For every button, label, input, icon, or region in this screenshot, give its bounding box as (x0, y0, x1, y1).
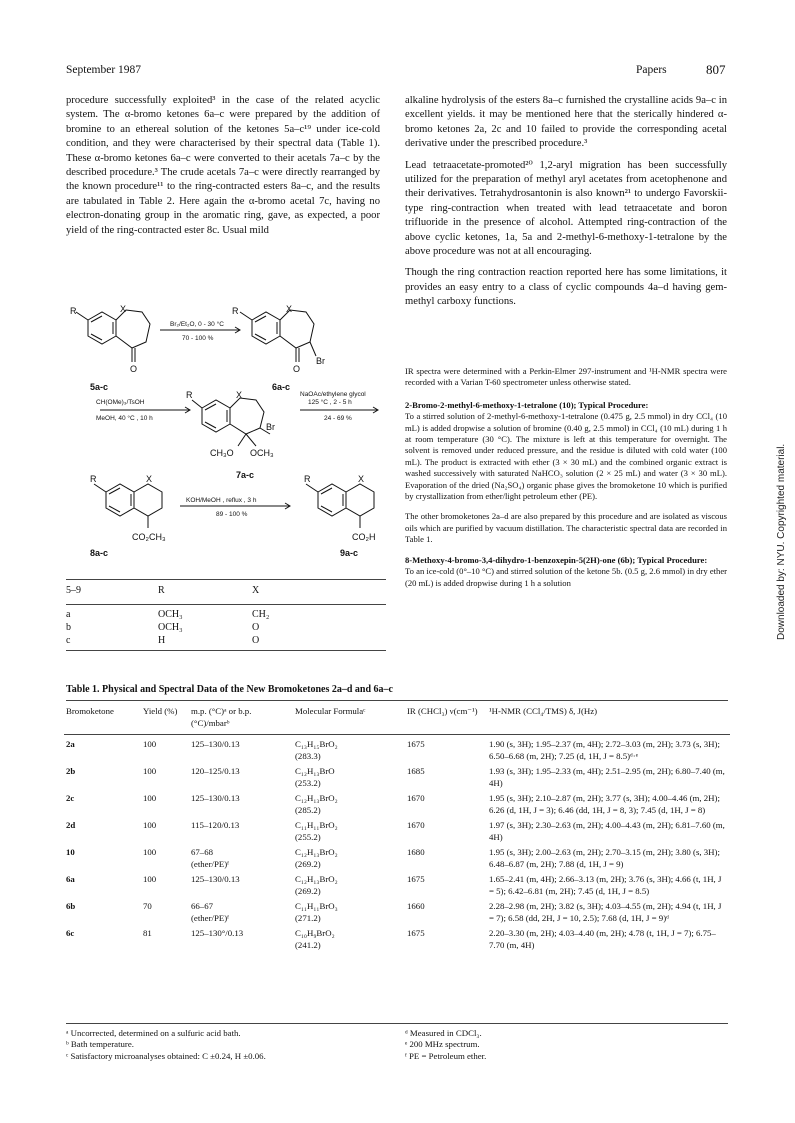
table-cell (189, 739, 293, 766)
table-cell (141, 820, 189, 847)
table-cell (64, 901, 141, 928)
running-date: September 1987 (66, 64, 142, 76)
benzene-ring (88, 312, 116, 344)
cell-text: 6b (66, 901, 76, 911)
compound-label-8: 8a-c (90, 548, 109, 558)
table-rule (66, 1023, 728, 1024)
cell-text: (253.2) (295, 777, 321, 788)
table-cell (405, 739, 487, 766)
footnote: ᶜ Satisfactory microanalyses obtained: C ±0.24, H ±0.06. (66, 1050, 266, 1061)
table-row (64, 793, 730, 820)
cell-text: (283.3) (295, 750, 321, 761)
procedure-text: To an ice-cold (0°–10 °C) and stirred solution of the ketone 5b. (0.5 g, 2.6 mmol) in dry ether (20 mL) is added dropwise during 1 h a solution (405, 566, 727, 588)
procedure-text: To a stirred solution of 2-methyl-6-methoxy-1-tetralone (0.475 g, 2.5 mmol) in dry CCl₄ (10 mL) is added dropwise a solution of bromine (0.40 g, 2.5 mmol) in CCl₄ (10 mL) during 1 h at room temperature (30 °C). The mixture is left at this temperature for overnight. The solvent is removed under reduced pressure, and the residue is diluted with cold water (100 mL). The product is extracted with ether (3 × 30 mL) and the combined organic extract is washed successively with saturated NaHCO₃ solution (2 × 25 mL) and water (3 × 30 mL). Evaporation of the dried (Na₂SO₄) organic phase gives the bromoketone 10 which is purified by crystallization from ether/light petroleum ether (PE). (405, 411, 727, 502)
table-row (66, 621, 386, 634)
table-cell (141, 847, 189, 874)
table-cell: OCH₃ (158, 622, 183, 633)
cell-text: 100 (143, 847, 157, 857)
table-rule (66, 579, 386, 580)
paragraph: alkaline hydrolysis of the esters 8a–c furnished the crystalline acids 9a–c in excellent yields. it may be mentioned here that the sterically hindered α-bromo ketones 2a, 2c and 10 failed to provide the corresponding acetal derivative under the prescribed procedure.³ (405, 95, 727, 150)
procedure-heading: 2-Bromo-2-methyl-6-methoxy-1-tetralone (10); Typical Procedure: (405, 399, 649, 410)
cell-text: 70 (143, 901, 152, 911)
table-row (64, 766, 730, 793)
cell-text: 67–68 (191, 847, 213, 857)
table-cell: O (252, 635, 260, 646)
table-cell (64, 793, 141, 820)
reaction-scheme (60, 300, 395, 570)
table-row (64, 901, 730, 928)
cell-text: 100 (143, 820, 157, 830)
cell-text: 125–130/0.13 (191, 793, 240, 803)
cell-text: 1685 (407, 766, 425, 776)
seven-ring (116, 310, 150, 348)
table-cell (141, 793, 189, 820)
column-header: Yield (%) (143, 706, 178, 716)
cell-text: 100 (143, 793, 157, 803)
cell-text: 6a (66, 874, 75, 884)
table-rule (66, 650, 386, 651)
table-cell (405, 874, 487, 901)
experimental-intro: IR spectra were determined with a Perkin-Elmer 297-instrument and ¹H-NMR spectra were recorded with a Varian T-60 spectrometer unless otherwise stated. (405, 366, 727, 388)
table-cell (293, 928, 405, 955)
table-cell (293, 901, 405, 928)
table-cell (293, 739, 405, 766)
table-cell (293, 766, 405, 793)
condition-label: MeOH, 40 °C , 10 h (96, 415, 153, 422)
methoxy-label: OCH₃ (250, 448, 274, 458)
paragraph: Though the ring contraction reaction reported here has some limitations, it provides an easy entry to a class of cyclic compounds 4a–d having gem-methyl carboxy functions. (405, 267, 727, 308)
ester-label: CO₂CH₃ (132, 532, 166, 542)
procedure-text: The other bromoketones 2a–d are also prepared by this procedure and are isolated as viscous oils which are purified by vacuum distillation. The characteristic spectral data are recorded in Table 1. (405, 511, 727, 545)
cell-text: 1670 (407, 820, 425, 830)
cell-text: 10 (66, 847, 75, 857)
cell-text: 1.90 (s, 3H); 1.95–2.37 (m, 4H); 2.72–3.03 (m, 2H); 3.73 (s, 3H); 6.50–6.68 (m, 2H); 7.25 (d, 1H, J = 8.5)ᵈ·ᵉ (489, 739, 720, 761)
column-header: ¹H-NMR (CCl₄/TMS) δ, J(Hz) (489, 706, 598, 716)
table-caption: Table 1. Physical and Spectral Data of the New Bromoketones 2a–d and 6a–c (66, 684, 393, 695)
methoxy-label: CH₃O (210, 448, 234, 458)
table-cell (141, 766, 189, 793)
table-cell (293, 820, 405, 847)
cell-text: 1.65–2.41 (m, 4H); 2.66–3.13 (m, 2H); 3.76 (s, 3H); 4.66 (t, 1H, J = 5); 6.42–6.81 (m, 2H); 7.45 (d, 1H, J = 8.5) (489, 874, 722, 896)
compound-label-7: 7a-c (236, 470, 255, 480)
table-cell: OCH₃ (158, 609, 183, 620)
br-label: Br (316, 356, 325, 366)
table-cell (141, 928, 189, 955)
cell-text: C₁₁H₁₁BrO₃ (295, 901, 338, 911)
cell-text: 125–130°/0.13 (191, 928, 244, 938)
table-cell (189, 901, 293, 928)
x-label: X (146, 474, 153, 484)
table-cell (141, 739, 189, 766)
column-header: R (158, 585, 165, 596)
table-cell (405, 928, 487, 955)
reagent-label: KOH/MeOH , reflux , 3 h (186, 497, 257, 504)
cell-text: 2b (66, 766, 76, 776)
table-cell (189, 820, 293, 847)
cell-text: 1.95 (s, 3H); 2.10–2.87 (m, 2H); 3.77 (s, 3H); 4.00–4.46 (m, 2H); 6.26 (d, 1H, J = 3); 6.46 (dd, 1H, J = 8, 3); 7.45 (d, 1H, J = 8) (489, 793, 720, 815)
column-header: Bromoketone (66, 706, 114, 716)
table-cell (405, 793, 487, 820)
table-cell: c (66, 635, 71, 646)
table-cell (487, 739, 730, 766)
compound-label-6: 6a-c (272, 382, 291, 392)
reagent-label: CH(OMe)₃/TsOH (96, 399, 145, 406)
cell-text: C₁₁H₁₁BrO₂ (295, 820, 338, 830)
cell-text: C₁₂H₁₃BrO₂ (295, 793, 338, 803)
table-cell (487, 928, 730, 955)
reagent-label: Br₂/Et₂O, 0 - 30 °C (170, 321, 224, 328)
x-label: X (286, 304, 293, 314)
experimental-section (405, 366, 727, 589)
cell-text: 1670 (407, 793, 425, 803)
table-cell: b (66, 622, 71, 633)
cell-text: 81 (143, 928, 152, 938)
paragraph: procedure successfully exploited³ in the case of the related acyclic system. The α-bromo ketones 6a–c were prepared by the addition of bromine to an ethereal solution of the ketones 5a–c¹⁹ under ice-cold condition, and they were characterised by their spectral data (Table 1). These α-bromo ketones 6a–c were converted to their acetals 7a–c by the described procedure.³ The crude acetals 7a–c were directly rearranged by the known procedure¹¹ to the ring-contracted esters 8a–c, and the results are tabulated in Table 2. Here again the α-bromo acetal 7c, having no electron-donating group in the aromatic ring, gave, as expected, a poor yield of the ring-contracted ester 8c. Usual mild (66, 95, 380, 236)
table-rule (66, 700, 728, 701)
table-cell: O (252, 622, 260, 633)
table-row (64, 820, 730, 847)
cell-text: C₁₂H₁₃BrO (295, 766, 335, 776)
cell-text: 125–130/0.13 (191, 874, 240, 884)
table-cell (64, 739, 141, 766)
cell-text: 1.95 (s, 3H); 2.00–2.63 (m, 2H); 2.70–3.15 (m, 2H); 3.80 (s, 3H); 6.48–6.87 (m, 2H); 7.88 (d, 1H, J = 9) (489, 847, 720, 869)
compound-label-5: 5a-c (90, 382, 109, 392)
footnote: ᵈ Measured in CDCl₃. (405, 1028, 482, 1038)
br-label: Br (266, 422, 275, 432)
paragraph: Lead tetraacetate-promoted²⁰ 1,2-aryl migration has been successfully utilized for the preparation of methyl aryl acetates from acetophenone and their derivatives. Tetrahydrosantonin is also known²¹ to undergo Favorskii-type ring-contraction when treated with lead tetraacetate and boron trifluoride in the presence of alcohol. Attempted ring-contraction of the above cyclic ketones, 1a, 5a and 2-methyl-6-methoxy-1-tetralone by the above procedure was not at all encouraging. (405, 159, 727, 258)
footnotes-left (66, 1028, 386, 1062)
table-cell (487, 901, 730, 928)
condition-label: 125 °C , 2 - 5 h (308, 399, 352, 406)
o-label: O (130, 364, 138, 374)
cell-text: 1.97 (s, 3H); 2.30–2.63 (m, 2H); 4.00–4.43 (m, 2H); 6.81–7.60 (m, 4H) (489, 820, 725, 842)
left-body-text (66, 94, 380, 238)
cell-text: 120–125/0.13 (191, 766, 240, 776)
cell-text: 2.20–3.30 (m, 2H); 4.03–4.40 (m, 2H); 4.78 (t, 1H, J = 7); 6.75–7.70 (m, 4H) (489, 928, 716, 950)
x-label: X (358, 474, 365, 484)
x-label: X (236, 390, 243, 400)
table-cell (141, 901, 189, 928)
acid-label: CO₂H (352, 532, 376, 542)
cell-text: 1680 (407, 847, 425, 857)
footnote: ᵃ Uncorrected, determined on a sulfuric acid bath. (66, 1028, 241, 1038)
table-cell (189, 766, 293, 793)
table-cell (189, 847, 293, 874)
table-cell (64, 820, 141, 847)
yield-label: 70 - 100 % (182, 335, 214, 342)
cell-text: (255.2) (295, 831, 321, 842)
reagent-label: NaOAc/ethylene glycol (300, 391, 366, 398)
column-header: X (252, 585, 260, 596)
table-cell (487, 874, 730, 901)
footnotes-right (405, 1028, 725, 1062)
table-row (64, 739, 730, 766)
cell-text: 1675 (407, 928, 425, 938)
table-cell (487, 847, 730, 874)
cell-text: (285.2) (295, 804, 321, 815)
table-cell: CH₂ (252, 609, 270, 620)
r-label: R (304, 474, 311, 484)
cell-text: (ether/PE)ᶠ (191, 858, 229, 869)
cell-text: 1.93 (s, 3H); 1.95–2.33 (m, 4H); 2.51–2.95 (m, 2H); 6.80–7.40 (m, 4H) (489, 766, 725, 788)
table-row (66, 608, 386, 621)
column-header: m.p. (°C)ᵃ or b.p. (°C)/mbarᵇ (191, 706, 252, 728)
cell-text: 125–130/0.13 (191, 739, 240, 749)
table-cell (64, 847, 141, 874)
table-cell (293, 847, 405, 874)
cell-text: C₁₃H₁₅BrO₂ (295, 739, 338, 749)
column-header: Molecular Formulaᶜ (295, 706, 366, 716)
cell-text: 2c (66, 793, 75, 803)
x-label: X (120, 304, 127, 314)
table-row (66, 634, 386, 647)
table-cell (405, 820, 487, 847)
footnote: ᵉ 200 MHz spectrum. (405, 1039, 480, 1050)
procedure-heading: 8-Methoxy-4-bromo-3,4-dihydro-1-benzoxepin-5(2H)-one (6b); Typical Procedure: (405, 554, 708, 565)
cell-text: 2a (66, 739, 75, 749)
table-cell (141, 874, 189, 901)
yield-label: 24 - 69 % (324, 415, 352, 422)
table-cell: a (66, 609, 71, 620)
data-table (64, 706, 730, 955)
cell-text: 66–67 (191, 901, 213, 911)
cell-text: 2.28–2.98 (m, 2H); 3.82 (s, 3H); 4.03–4.55 (m, 2H); 4.94 (t, 1H, J = 7); 6.58 (dd, 2H, J = 10, 2.5); 7.68 (d, 1H, J = 9)ᵈ (489, 901, 722, 923)
column-header: IR (CHCl₃) ν(cm⁻¹) (407, 706, 478, 716)
compound-label-9: 9a-c (340, 548, 359, 558)
table-cell (487, 793, 730, 820)
cell-text: 2d (66, 820, 76, 830)
cell-text: C₁₂H₁₃BrO₂ (295, 874, 338, 884)
table-cell: H (158, 635, 166, 646)
table-cell (405, 847, 487, 874)
o-label: O (293, 364, 301, 374)
r-label: R (90, 474, 97, 484)
r-label: R (186, 390, 193, 400)
cell-text: (271.2) (295, 912, 321, 923)
table-row (64, 847, 730, 874)
table-cell (487, 820, 730, 847)
cell-text: (269.2) (295, 885, 321, 896)
column-header: 5–9 (66, 585, 81, 596)
right-body-text (405, 94, 727, 310)
cell-text: C₁₂H₁₃BrO₂ (295, 847, 338, 857)
cell-text: 100 (143, 766, 157, 776)
table-cell (189, 874, 293, 901)
table-cell (405, 901, 487, 928)
download-notice: Downloaded by: NYU. Copyrighted material. (776, 443, 787, 640)
table-cell (189, 928, 293, 955)
cell-text: 100 (143, 874, 157, 884)
cell-text: 1675 (407, 739, 425, 749)
footnote: ᵇ Bath temperature. (66, 1039, 134, 1050)
running-section: Papers (636, 64, 667, 76)
cell-text: 115–120/0.13 (191, 820, 240, 830)
table-cell (487, 766, 730, 793)
table-cell (64, 874, 141, 901)
substituent-table (66, 584, 386, 647)
table-cell (189, 793, 293, 820)
cell-text: C₁₀H₉BrO₂ (295, 928, 335, 938)
cell-text: (ether/PE)ᶠ (191, 912, 229, 923)
table-row (64, 928, 730, 955)
cell-text: 6c (66, 928, 75, 938)
cell-text: 100 (143, 739, 157, 749)
cell-text: (241.2) (295, 939, 321, 950)
table-cell (405, 766, 487, 793)
cell-text: (269.2) (295, 858, 321, 869)
table-row (64, 874, 730, 901)
yield-label: 89 - 100 % (216, 511, 248, 518)
table-header-row (64, 706, 730, 729)
table-cell (293, 874, 405, 901)
r-label: R (70, 306, 77, 316)
r-label: R (232, 306, 239, 316)
table-header-row (66, 584, 386, 597)
page-number: 807 (706, 62, 726, 77)
table-cell (64, 766, 141, 793)
table-cell (293, 793, 405, 820)
table-cell (64, 928, 141, 955)
cell-text: 1660 (407, 901, 425, 911)
footnote: ᶠ PE = Petroleum ether. (405, 1050, 487, 1061)
cell-text: 1675 (407, 874, 425, 884)
